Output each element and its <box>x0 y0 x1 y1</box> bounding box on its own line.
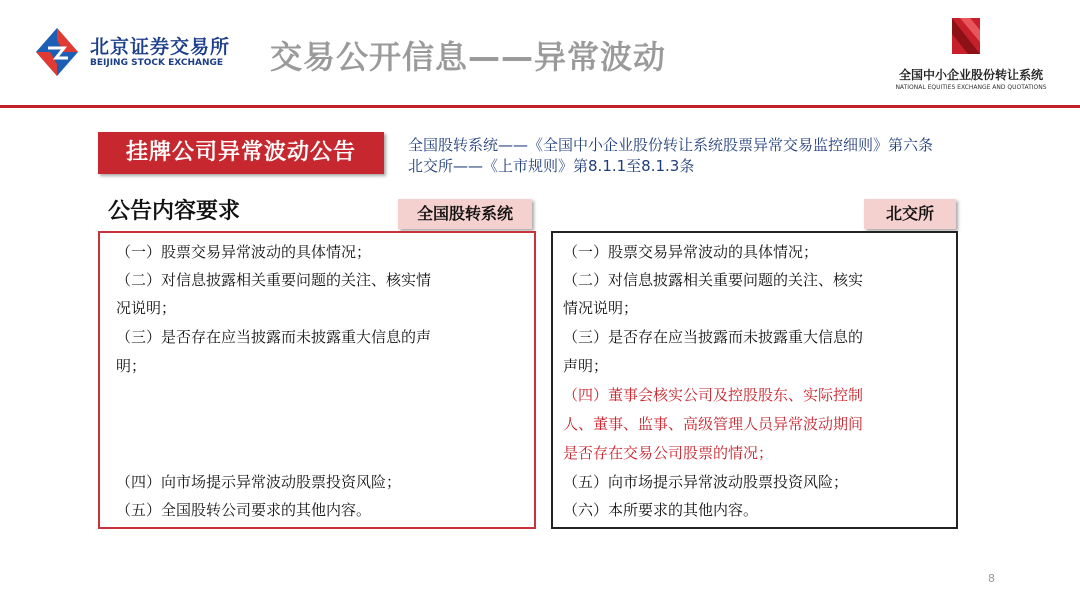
column-label-bse: 北交所 <box>864 199 956 229</box>
neeq-logo <box>876 14 1066 94</box>
bse-logo <box>34 26 244 82</box>
list-item-highlight: 人、董事、监事、高级管理人员异常波动期间 <box>563 415 864 433</box>
bse-logo-name-cn: 北京证券交易所 <box>90 36 231 58</box>
list-item: 明； <box>116 357 147 375</box>
header-divider <box>0 105 1080 108</box>
section-tag: 挂牌公司异常波动公告 <box>98 132 384 174</box>
list-item-highlight: 是否存在交易公司股票的情况； <box>563 444 774 462</box>
reference-neeq: 全国股转系统——《全国中小企业股份转让系统股票异常交易监控细则》第六条 <box>408 136 934 154</box>
column-label-neeq: 全国股转系统 <box>398 199 532 229</box>
list-item: （二）对信息披露相关重要问题的关注、核实 <box>563 271 864 289</box>
list-item: （一）股票交易异常波动的具体情况； <box>563 243 819 261</box>
neeq-logo-name-en: NATIONAL EQUITIES EXCHANGE AND QUOTATIONS <box>895 84 1047 91</box>
requirements-box-neeq <box>98 231 536 529</box>
list-item: （四）向市场提示异常波动股票投资风险； <box>116 473 402 491</box>
list-item: （五）向市场提示异常波动股票投资风险； <box>563 473 849 491</box>
list-item: （三）是否存在应当披露而未披露重大信息的 <box>563 328 864 346</box>
neeq-logo-mark-icon <box>946 14 986 58</box>
page-title: 交易公开信息——异常波动 <box>270 38 667 76</box>
list-item: 情况说明； <box>563 299 639 317</box>
list-item-highlight: （四）董事会核实公司及控股股东、实际控制 <box>563 386 864 404</box>
list-item: 况说明； <box>116 299 177 317</box>
neeq-logo-name-cn: 全国中小企业股份转让系统 <box>898 68 1043 82</box>
list-item: 声明； <box>563 357 609 375</box>
requirements-box-bse <box>551 231 958 529</box>
bse-logo-mark-icon <box>34 26 80 78</box>
bse-logo-name-en: BEIJING STOCK EXCHANGE <box>90 58 224 68</box>
list-item: （一）股票交易异常波动的具体情况； <box>116 243 372 261</box>
requirements-heading: 公告内容要求 <box>108 199 241 224</box>
list-item: （五）全国股转公司要求的其他内容。 <box>116 501 372 519</box>
list-item: （二）对信息披露相关重要问题的关注、核实情 <box>116 271 432 289</box>
page-number: 8 <box>988 572 995 585</box>
list-item: （三）是否存在应当披露而未披露重大信息的声 <box>116 328 432 346</box>
list-item: （六）本所要求的其他内容。 <box>563 501 759 519</box>
reference-bse: 北交所——《上市规则》第8.1.1至8.1.3条 <box>408 157 695 175</box>
